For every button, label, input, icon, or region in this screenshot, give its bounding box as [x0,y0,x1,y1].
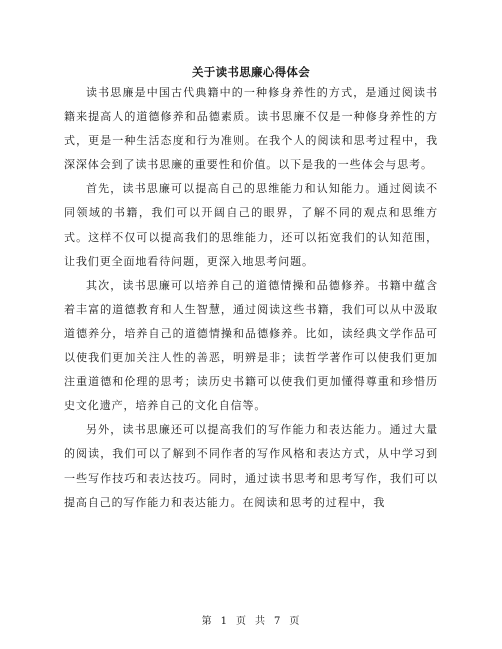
paragraph-1: 读书思廉是中国古代典籍中的一种修身养性的方式，是通过阅读书籍来提高人的道德修养和品德素质。读书思廉不仅是一种修身养性的方式，更是一种生活态度和行为准则。在我个人的阅读和思考过程中，我深深体会到了读书思廉的重要性和价值。以下是我的一些体会与思考。 [64,86,438,172]
document-title: 关于读书思廉心得体会 [192,65,310,79]
page-current: 1 [220,616,228,627]
page-footer [0,612,502,627]
page-unit: 页 [236,616,247,627]
paragraph-2: 首先，读书思廉可以提高自己的思维能力和认知能力。通过阅读不同领域的书籍，我们可以开阔自己的眼界，了解不同的观点和思维方式。这样不仅可以提高我们的思维能力，还可以拓宽我们的认知范围，让我们更全面地看待问题，更深入地思考问题。 [64,182,438,268]
page-label: 第 [201,616,213,627]
paragraph-3: 其次，读书思廉可以培养自己的道德情操和品德修养。书籍中蕴含着丰富的道德教育和人生智慧，通过阅读这些书籍，我们可以从中汲取道德养分，培养自己的道德情操和品德修养。比如，读经典文学作品可以使我们更加关注人性的善恶，明辨是非；读哲学著作可以使我们更加注重道德和伦理的思考；读历史书籍可以使我们更加懂得尊重和珍惜历史文化遗产，培养自己的文化自信等。 [64,278,438,413]
page-total: 7 [274,616,282,627]
document-body [64,81,438,515]
paragraph-4: 另外，读书思廉还可以提高我们的写作能力和表达能力。通过大量的阅读，我们可以了解到不同作者的写作风格和表达方式，从中学习到一些写作技巧和表达技巧。同时，通过读书思考和思考写作，我们可以提高自己的写作能力和表达能力。在阅读和思考的过程中，我 [64,423,438,509]
total-label: 共 [255,616,266,627]
total-unit: 页 [289,616,301,627]
